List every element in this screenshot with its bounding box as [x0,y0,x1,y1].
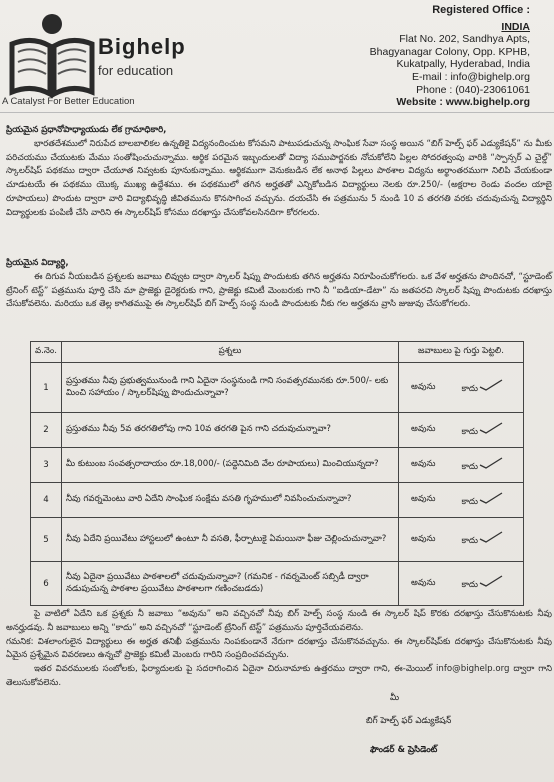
table-row [31,363,524,413]
answer-no-label: కాదు [461,536,478,546]
brand-name: Bighelp [98,34,186,59]
answer-yes-option[interactable]: అవును [411,424,436,434]
answer-no-label: కాదు [461,384,478,394]
row-number: 2 [31,413,62,448]
answer-yes-option[interactable]: అవును [411,381,436,392]
sign-off-organization: బిగ్ హెల్ప్ ఫర్ ఎడ్యుకేషన్ [366,716,452,726]
answer-cell [399,363,524,413]
letter-body-3 [6,608,552,691]
answer-yes-option[interactable]: అవును [411,577,436,588]
answer-no-option[interactable] [461,379,504,396]
eligibility-note: పై వాటిలో ఏదేని ఒక ప్రశ్నకు నీ జవాబు “అవును” అని వచ్చినచో నీవు బిగ్ హెల్ప్ సంస్థ నుండి ఈ స్కాలర్ షిప్ కొరకు దరఖాస్తు చేసుకొనుటకు నీవు అనర్హుడవు. నీ జవాబులు అన్ని “కాదు” అని వచ్చినచో “స్టూడెంట్ ట్రేనింగ్ టెస్ట్” పత్రమును పూర్తిచేయవలెను. [6,609,552,633]
answer-no-option[interactable] [461,575,504,592]
sign-off-yours: మీ [390,693,400,703]
note-paragraph: గమనిక: విశలాంగులైన విద్యార్థులు ఈ అర్హత తనిఖీ పత్రమును నింపకుండానే నేరుగా దరఖాస్తు చేసుకొనవచ్చును. ఈ స్కాలర్‌షిప్‌కు దరఖాస్తు చేసుకొనుటకు నీవు ఏమైన ప్రశ్నేమైన వివరణలు ఉన్నచో ప్రాజెక్టు కమిటీ మెంబరు గారిని సంప్రదించవచ్చును. [6,636,552,661]
checkmark-icon [478,531,504,543]
logo [6,10,186,95]
office-phone: Phone : (040)-23061061 [416,83,530,96]
office-email: E-mail : info@bighelp.org [411,70,530,83]
answer-no-option[interactable] [461,492,504,509]
brand-subtitle: for education [98,63,174,78]
row-number: 5 [31,518,62,562]
answer-yes-option[interactable]: అవును [411,494,436,504]
office-country: INDIA [501,20,530,33]
sign-off-designation: ఫౌండర్ & ప్రెసిడెంట్ [370,745,438,755]
intro-paragraph: భారతదేశములో నిరుపేద బాలబాలికల ఉన్నతికై విద్యనందించుట కోసమని పాటుపడుచున్న సాంఘిక సేవా సంస్థ అయిన “బిగ్ హెల్ప్ ఫర్ ఎడ్యుకేషన్” ను మీకు పరిచయము చేయుటకు మేము సంతోషించుచున్నాము. ఆర్థిక పరమైన ఇబ్బందులతో విద్యా సముపార్జనకు నోచుకోలేని పిల్లల సోదరత్వంపు వారికి “స్పాన్సర్ ఎ చైల్డ్” స్కాలర్‌షిప్ పథకము ద్వారా చేయూత నివ్వటకు పూనుకున్నాము. ఆర్థికముగా వెనుకబడిన లేక అనాథ పిల్లలు పాఠశాల విద్యను అర్థాంతరముగా నిలిపి వేయకుండా చూడుటయే ఈ పథకము యొక్క ముఖ్య ఉద్దేశము. ఈ పథకములో తగిన అర్హతతో ఎన్నికోబడిన విద్యార్థులు నెలకు రూ.250/- (అక్షరాల రెండు వందల యాబై రూపాయలు) పొందుట ద్వారా వారి విద్యాభివృద్ధి జీవితమును కొనసాగించ వచ్చును. దయచేసి ఈ పత్రమును 5 నుండి 10 వ తరగతి వరకు చదువుచున్న విద్యార్థిని విద్యార్థులకు పంపిణీ చేసి వారిని ఈ స్కాలర్‌షిప్ కోసము దరఖాస్తు చేసుకోవలసినదిగా కోరగలరు. [6,138,552,218]
answer-no-option[interactable] [461,457,504,474]
contact-paragraph: ఇతర వివరములకు సంబోలకు, ఫిర్యాదులకు పై సదరాగించిన ఏదైనా చిరునామాకు ఉత్తరము ద్వారా గాని, ఈ-మెయిల్ info@bighelp.org ద్వారా గాని తెలుసుకోవలెను. [6,664,552,688]
office-title: Registered Office : [432,4,530,16]
answer-no-label: కాదు [461,426,478,437]
office-address-line: Kukatpally, Hyderabad, India [396,58,530,71]
answer-cell [399,413,524,448]
salutation-headmaster: ప్రియమైన ప్రధానోపాధ్యాయుడు లేక గ్రామాధికారి, [6,125,167,135]
table-row [31,448,524,483]
checkmark-icon [478,457,504,469]
book-person-logo-icon [6,10,98,102]
table-row [31,483,524,518]
letter-body-2 [6,257,552,312]
table-row [31,562,524,606]
office-website: Website : www.bighelp.org [396,96,530,109]
answer-no-option[interactable] [461,531,504,548]
col-header-number: వ.నెం. [31,342,62,363]
letter-body-1 [6,124,552,221]
checkmark-icon [478,575,504,587]
col-header-answers: జవాబులు పై గుర్తు పెట్టలి. [399,342,524,363]
office-address-line: Bhagyanagar Colony, Opp. KPHB, [369,45,530,58]
table-row [31,518,524,562]
question-text: నీవు ఏదైనా ప్రయివేటు పాఠశాలలో చదువుచున్నావా? (గమనిక - గవర్నమెంట్ సబ్సిడీ ద్వారా నడుపుచున్న పాఠశాల ప్రయివేటు పాఠశాలగా గణించబడదు) [62,562,399,606]
answer-no-label: కాదు [461,580,478,590]
checkmark-icon [478,492,504,504]
row-number: 4 [31,483,62,518]
answer-cell [399,483,524,518]
table-header-row [31,342,524,363]
row-number: 1 [31,363,62,413]
question-text: ప్రస్తుతము నీవు ప్రభుత్వమునుండి గాని ఏదైనా సంస్థనుండి గాని సంవత్సరమునకు రూ.500/- లకు మించి సహాయం / స్కాలర్‌షిప్ను పొందుచున్నావా? [62,363,399,413]
col-header-questions: ప్రశ్నలు [62,342,399,363]
answer-cell [399,448,524,483]
tagline: A Catalyst For Better Education [2,96,135,107]
answer-yes-option[interactable]: అవును [411,459,436,469]
answer-yes-option[interactable]: అవును [411,533,436,544]
answer-no-label: కాదు [461,496,478,507]
answer-no-option[interactable] [461,422,504,439]
office-address-line: Flat No. 202, Sandhya Apts, [399,33,530,46]
question-text: ప్రస్తుతము నీవు 5వ తరగతిలోపు గాని 10వ తరగతి పైన గాని చదువుచున్నావా? [62,413,399,448]
answer-no-label: కాదు [461,461,478,472]
instruction-paragraph: ఈ దిగువ నీయబడిన ప్రశ్నలకు జవాబు లివ్వుట ద్వారా స్కాలర్ షిప్ను పొందుటకు తగిన అర్హతను నిరూపించుకోగలరు. ఒక వేళ అర్హతను పొందినచో, “స్టూడెంట్ ట్రేనింగ్ టెస్ట్” పత్రమును పూర్తి చేసి మా ప్రాజెక్టు డైరెక్టరుకు గాని, ప్రాజెక్టు కమిటీ మెంబరుకు గాని నీ “ఐడియా-డేటా” ను జతపరచి స్కాలర్ షిప్ను పొందుటకు దరఖాస్తు చేసుకోవలెను. మరియు ఒక తెల్ల కాగితముపై ఈ స్కాలర్‌షిప్ బిగ్ హెల్ప్ సంస్థ నుండి పొందుటకు నీకు గల అర్హతను వ్రాసి జుజువు చేసుకోగలరు. [6,271,552,310]
answer-cell [399,518,524,562]
row-number: 3 [31,448,62,483]
answer-cell [399,562,524,606]
eligibility-table [30,341,524,606]
checkmark-icon [478,379,504,391]
salutation-student: ప్రియమైన విద్యార్థి, [6,258,69,268]
table-row [31,413,524,448]
row-number: 6 [31,562,62,606]
header-divider [0,112,554,113]
checkmark-icon [478,422,504,434]
question-text: మీ కుటుంబ సంవత్సరాదాయం రూ.18,000/- (పద్దెనిమిది వేల రూపాయలు) మించియున్నదా? [62,448,399,483]
registered-office-block [290,4,530,109]
question-text: నీవు ఏదేని ప్రయివేటు హాస్టలులో ఉంటూ నీ వసతి, ఫీర్పాటుకై ఏమయినా ఫీజు చెల్లించుచున్నావా? [62,518,399,562]
question-text: నీవు గవర్నమెంటు వారి ఏదేని సాంఘిక సంక్షేమ వసతి గృహములో నివసించుచున్నావా? [62,483,399,518]
